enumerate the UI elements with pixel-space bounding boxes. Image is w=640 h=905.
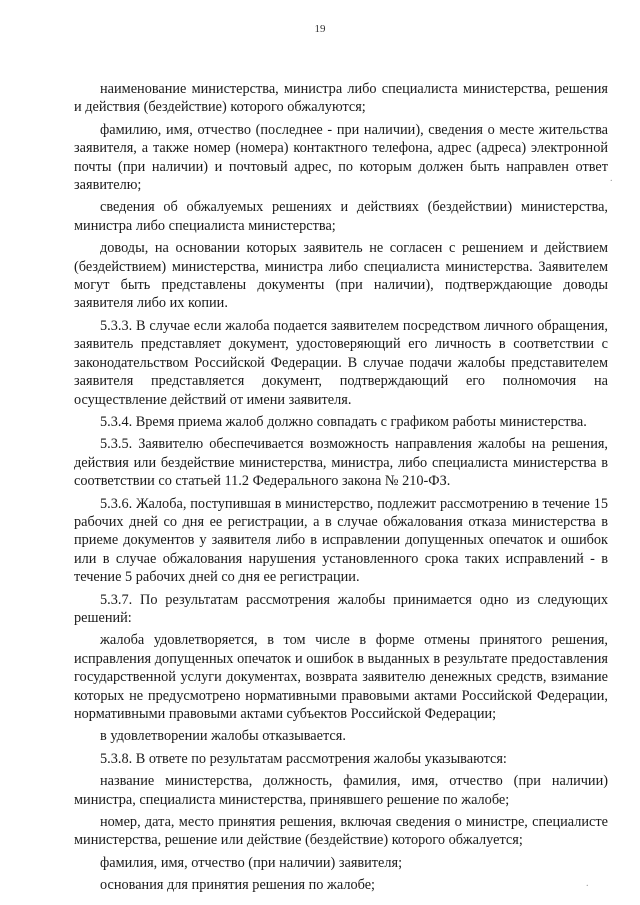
paragraph-decision-grounds: основания для принятия решения по жалобе; [100,877,376,894]
paragraph-5-3-4: 5.3.4. Время приема жалоб должно совпадать с графиком работы министерства. [100,413,587,430]
scan-artifact: . [610,173,613,184]
paragraph-5-3-5: 5.3.5. Заявителю обеспечивается возможность направления жалобы на решения, действия или бездействие министерства, министра, либо специалиста министерства в соответствии со статьей 11.2 Федерального закона № 210-ФЗ. [74,436,608,490]
paragraph-5-3-6: 5.3.6. Жалоба, поступившая в министерство, подлежит рассмотрению в течение 15 рабочих дней со дня ее регистрации, а в случае обжалования отказа министерства в приеме документов у заявителя либо в исправлении допущенных опечаток и ошибок или в случае обжалования нарушения установленного срока таких исправлений - в течение 5 рабочих дней со дня ее регистрации. [74,495,608,586]
paragraph-5-3-8: 5.3.8. В ответе по результатам рассмотрения жалобы указываются: [100,750,507,767]
paragraph-5-3-3: 5.3.3. В случае если жалоба подается заявителем посредством личного обращения, заявитель представляет документ, удостоверяющий его личность в соответствии с законодательством Российской Федерации. В случае подачи жалобы представителем заявителя представляется документ, подтверждающий его полномочия на осуществление действий от имени заявителя. [74,317,608,408]
paragraph-5-3-7: 5.3.7. По результатам рассмотрения жалобы принимается одно из следующих решений: [74,591,608,626]
scan-artifact: . [586,878,589,889]
document-body [74,80,608,899]
paragraph-appealed-decisions: сведения об обжалуемых решениях и действиях (бездействии) министерства, министра либо специалиста министерства; [74,199,608,234]
paragraph-complaint-satisfied: жалоба удовлетворяется, в том числе в форме отмены принятого решения, исправления допущенных опечаток и ошибок в выданных в результате предоставления государственной услуги документах, возврата заявителю денежных средств, взимание которых не предусмотрено нормативными правовыми актами Российской Федерации, нормативными правовыми актами субъектов Российской Федерации; [74,632,608,722]
paragraph-decision-details: номер, дата, место принятия решения, включая сведения о министре, специалисте министерства, решение или действие (бездействие) которого обжалуется; [74,814,608,849]
paragraph-complaint-rejected: в удовлетворении жалобы отказывается. [100,728,346,745]
paragraph-ministry-name: наименование министерства, министра либо специалиста министерства, решения и действия (бездействие) которого обжалуются; [74,81,608,116]
page-number: 19 [314,23,326,35]
paragraph-arguments: доводы, на основании которых заявитель не согласен с решением и действием (бездействием) министерства, министра либо специалиста министерства. Заявителем могут быть представлены документы (при наличии), подтверждающие доводы заявителя либо их копии. [74,240,608,312]
paragraph-applicant-name: фамилия, имя, отчество (при наличии) заявителя; [100,854,403,871]
paragraph-official-name: название министерства, должность, фамилия, имя, отчество (при наличии) министра, специалиста министерства, принявшего решение по жалобе; [74,773,608,808]
paragraph-applicant-details: фамилию, имя, отчество (последнее - при наличии), сведения о месте жительства заявителя, а также номер (номера) контактного телефона, адрес (адреса) электронной почты (при наличии) и почтовый адрес, по которым должен быть направлен ответ заявителю; [74,121,608,194]
